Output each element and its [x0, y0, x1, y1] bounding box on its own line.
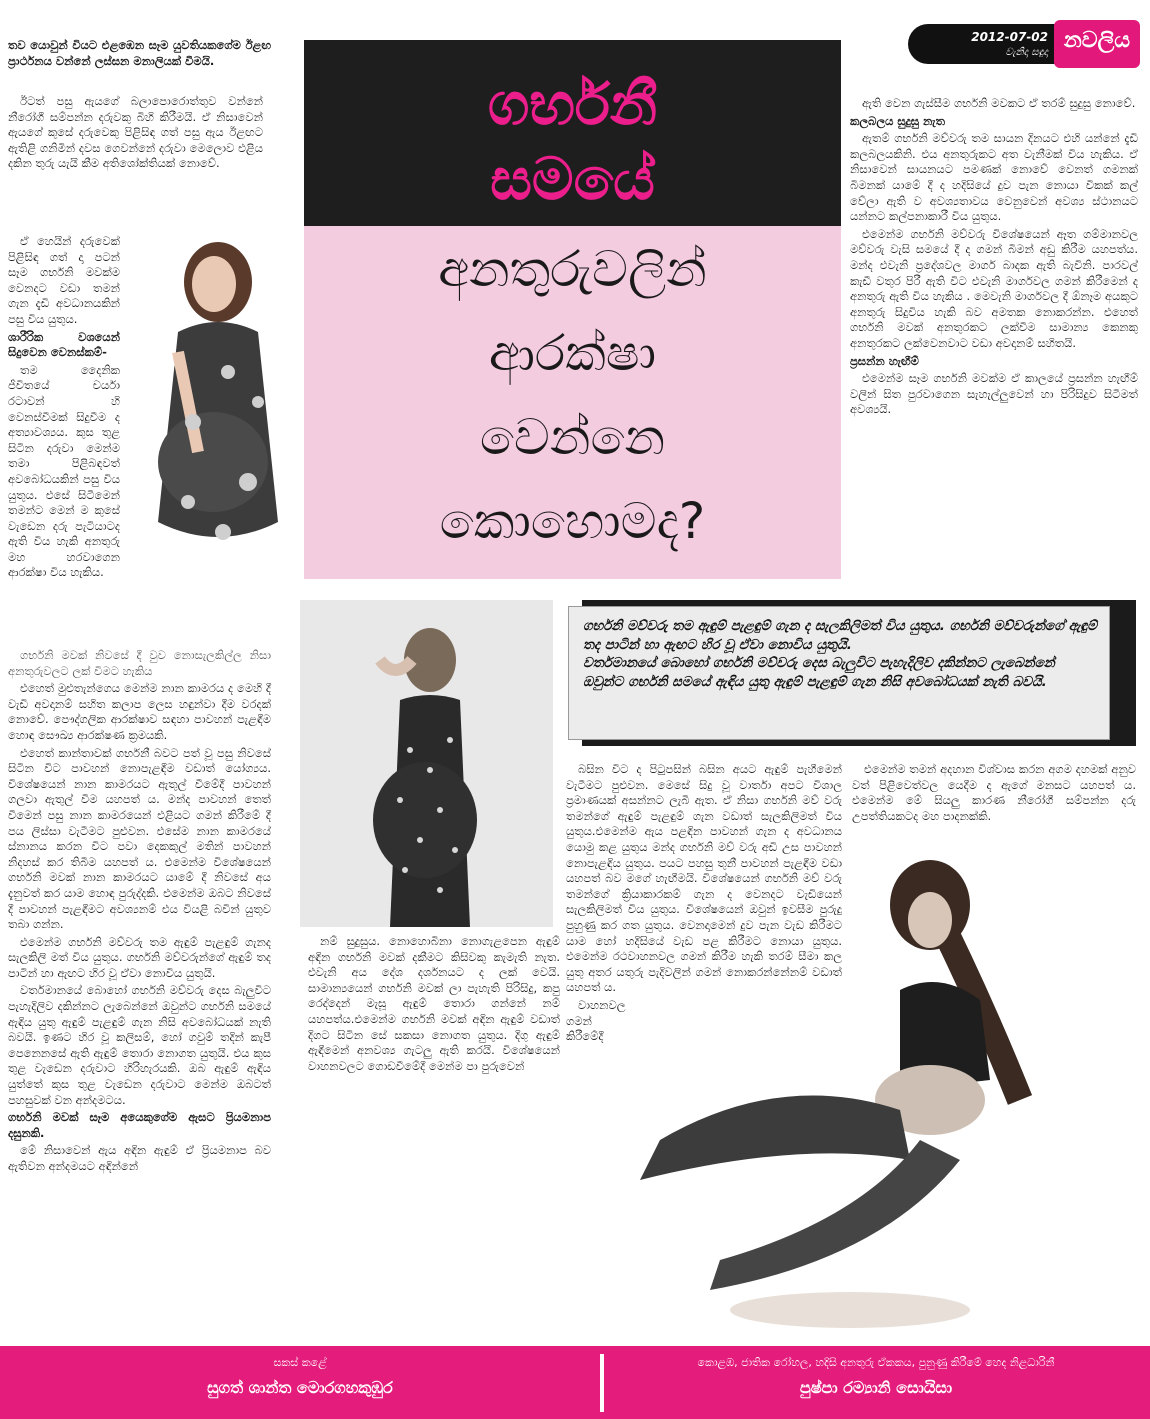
brand-name: නවලිය: [1063, 28, 1131, 53]
expert-credentials: කොළඹ, ජාතික රෝහල, හදිසි අනතුරු ඒකකය, පුනුණු කිරීමේ හෙද නිළධාරිනී: [697, 1356, 1055, 1369]
article-column-1-intro: [8, 38, 271, 71]
subheading: කලබලය සුදුසු නැත: [850, 113, 945, 128]
pull-quote-box: [568, 600, 1136, 746]
headline-line-3: අනතුරුවලින්: [438, 240, 707, 298]
pull-quote-paragraph: වර්තමානයේ බොහෝ ගර්භනි මව්වරු දෙස බැලුවිට පැහැදිලිව දකින්නට ලැබෙන්නේ ඔවුන්ට ගර්භනි සමයේ ඇඳිය යුතු ඇඳුම් පැළඳුම් ගැන නිසි අවබෝධයක් නැති බවයි.: [583, 655, 1055, 690]
intro-paragraph: තව යොවුන් වියට එළඹෙන සෑම යුවතියකගේම ඊළඟ ප්‍රාර්ථනය වන්නේ ලස්සන මනාලියක් වීමයි.: [8, 38, 271, 68]
paragraph: ඒ හෙයින් දරුවෙක් පිළිසිඳ ගත් දා පටන් සෑම ගර්භනි මවක්ම වෙනදට වඩා තමන් ගැන දැඩි අවධානයකින් පසු විය යුතුය.: [8, 234, 120, 326]
paragraph: තම දෛනික ජීවිතයේ චර්යා රටාවන් හි වෙනස්වීමක් සිදුවීම ද අත්‍යාවශ්‍යය. කුස තුළ සිටින දරුවා මෙන්ම තමා පිළිබඳවත් අවබෝධයකින් පසු විය යුතුය. එසේ සිටීමෙන් තමන්ට මෙන් ම කුසේ වැඩෙන දරු පැටියාටද ඇති විය හැකි අනතුරු මහ හරවාගෙන ආරක්ෂා විය හැකිය.: [8, 362, 120, 580]
article-column-middle-right: [852, 762, 1136, 826]
subheading: ගර්භනි මවක් සෑම අයෙකුගේම ඇසට ප්‍රියමනාප දසුනකි.: [8, 1110, 271, 1140]
pull-quote-text: [583, 617, 1097, 691]
paragraph: එමෙන්ම ගර්භනි මව්වරු තම ඇඳුම් පැළඳුම් ගැනද සැලකිලි මත් විය යුතුය. ගර්භනි මව්වරුන්ගේ ඇඳුම් තද පාටින් හා ඇඟට හිර වූ ඒවා නොවිය යුතුයි.: [8, 934, 271, 980]
headline-bottom-block: [304, 226, 841, 579]
byline-footer: [0, 1346, 1150, 1419]
article-column-lower: [308, 934, 560, 1076]
headline-line-6: කොහොමද?: [439, 492, 706, 550]
paragraph: එමෙන්ම ගර්භනි මව්වරු විශේෂයෙන් ඈත ගම්මානවල මව්වරු වැසි සමයේ දී ද ගමන් බිමන් අඩු කිරීම යහපත්ය. මන්ද එවැනි ප්‍රදේශවල මාර්ග බාදක ඇති බැවිනි. පාරවල් කැඩී වතුර පිරී ඇති විට එවැනි මාර්ගවල ගමන් කිරීමෙන් ද අනතුරු ඇති විය හැකිය . මෙවැනි මාර්ගවල දී ඕනෑම අයකුට අනතුරු සිදුවිය හැකි බව අමතක නොකරන්න. එහෙත් ගර්භනි මවක් අනතුරකට ලක්වීම සාමාන්‍ය කෙනකු අනතුරකට ලක්වෙනවාට වඩා අවදානම් සහිතයි.: [850, 226, 1138, 350]
author-name: සුගත් ශාන්ත මොරගහකුඹුර: [207, 1378, 393, 1397]
paragraph: වර්තමානයේ බොහෝ ගර්භනි මව්වරු දෙස බැලුවිට පැහැදිලිව දකින්නට ලැබෙන්නේ ඔවුන්ට ගර්භනි සමයේ ඇඳිය යුතු ඇඳුම් පැළඳුම් ගැන නිසි අවබෝධයක් නැති බවයි. ඉණට හිර වූ කලිසම්, හෝ ගවුම් තදින් කැපී පෙනෙනසේ ඇති ඇඳුම් තොරා නොගත යුතුයි. එය කුස තුළ වැඩෙන දරුවාට හිරිහැරයකි. ඔබ ඇඳුම් ඇඳිය යුත්තේ කුස තුළ වැඩෙන දරුවාට මෙන්ම ඔබටත් පහසුවක් වන අන්දමටය.: [8, 983, 271, 1107]
headline-line-4: ආරක්ෂා: [488, 324, 657, 382]
article-column-1-lower: [8, 648, 271, 1177]
photo-smiling-pregnant-woman: [118, 222, 302, 602]
pull-quote-paragraph: ගර්භනි මව්වරු තම ඇඳුම් පැළඳුම් ගැන ද සැලකිලිමත් විය යුතුය. ගර්භනි මව්වරුන්ගේ ඇඳුම් තද පාටින් හා ඇඟට හිර වූ ඒවා නොවිය යුතුයි.: [583, 618, 1097, 653]
article-column-1-body: [8, 94, 263, 174]
headline-line-5: වෙන්නෙ: [479, 408, 666, 466]
paragraph: මේ නිසාවෙන් ඇය අඳින ඇඳුම් ඒ ප්‍රියමනාප බව ඇතිවන අන්දමයට අඳින්නේ: [8, 1143, 271, 1173]
paragraph: වාහනවල ගමන් කිරීමේදී: [566, 997, 626, 1044]
expert-name: පුෂ්පා රම්‍යානි සොයිසා: [799, 1378, 953, 1397]
headline-line-2: සමයේ: [490, 145, 655, 213]
photo-illustration: [118, 222, 302, 602]
prepared-by-label: සකස් කළේ: [273, 1356, 327, 1369]
paragraph: ඇතම් ගර්භනි මව්වරු තම සායන දිනයට එහි යන්නේ දැඩි කලබලයකිනි. එය අනතුරුකට අත වැනීමක් විය හැකිය. ඒ නිසාවෙන් සායනයට පමණක් නොවේ වෙනත් ගමනක් බිමනක් යාමේ දී ද හදිසියේ දුව පැන නොයා විකක් කල් වේලා ඇති ව අවශ්‍යතාවය වෙනුවෙන් අවශ්‍ය ස්ථානයට යන්නට කල්පනාකාරී විය යුතුය.: [850, 131, 1138, 224]
paragraph: එහෙත් කාන්තාවක් ගර්භනී බවට පත් වූ පසු නිවසේ සිටින විට පාවහන් නොපැළඳීම වඩාත් යෝග්‍යය. විශේෂයෙන් නාන කාමරයට ඇතුල් වීමේදී පාවහන් ගලවා ඇතුල් වීම යහපත් ය. මන්ද පාවහන් තෙත් වීමෙන් පසු නාන කාමරයෙන් එළියට ගමන් කිරීමේ දී පය ලිස්සා වැටීමට පුළුවන. එසේම නාන කාමරයේ ස්නානය කරන විට පවා දෙකකුල් මතින් පාවහන් නිදහස් කර තිබීම යහපත් ය. එමෙන්ම විශේෂයෙන් ගර්භනි මවක් නාන කාමරයට යාමේ දී නිවසේ අය දැනුවත් කර යාම හොඳ පුරුද්දකි. එමෙන්ම ඔබට නිවසේ දී පාවහන් පැළඳීමට අවශ්‍යනම් එය වියළි බවින් යුතුව තබා ගන්න.: [8, 745, 271, 932]
footer-divider: [600, 1354, 604, 1412]
masthead: [908, 20, 1140, 66]
headline-line-1: ගර්භනී: [487, 70, 658, 138]
article-column-right: [850, 96, 1138, 420]
issue-date: 2012-07-02: [971, 30, 1048, 44]
paragraph: එමෙන්ම තමන් අදහාන විශ්වාස කරන අගම දහමක් අනුව වත් පිළිවෙත්වල යෙදීම ද ඇගේ මනසට යහපත් ය. එමෙන්ම මේ සියලු කාරණ නීරෝගී සම්පන්න දරු උපත්තියකටද මහ පාදනක්කි.: [852, 762, 1136, 823]
paragraph: ඊටත් පසු ඇයගේ බලාපොරොත්තුව වන්නේ නීරෝගී සම්පන්න දරුවකු බිහි කිරීමයි. ඒ නිසාවෙන් ඇයගේ කුසේ දරුවෙකු පිළිසිඳ ගත් පසු ඇය ඊළඟට ඇතිළි ගනිමින් දවස ගෙවන්නේ දරුවා මෙලොව එළිය දකින තුරු යැයි කීම අතිශෝක්තියක් නොවේ.: [8, 94, 263, 171]
pull-quote-panel: [568, 606, 1110, 740]
headline-top-block: [304, 40, 841, 226]
article-column-middle: [566, 762, 842, 1047]
subheading: ප්‍රසන්න හැඟීම්: [850, 353, 919, 368]
photo-illustration: [300, 600, 553, 927]
paragraph: නම් සුදුසුය. නොහොබිනා නොගැළපෙන ඇඳුම් අඳින ගර්භනි මවක් දකීමට කිසිවකු කැමැති නැත. එවැනි අය දේශ දර්ශනයට ද ලක් වෙයි. සාමාන්‍යයෙන් ගර්භනි මවක් ලා පැහැති පිරිසිදු, කපු රෙද්දෙන් මැසූ ඇඳුම් තොරා ගන්නේ නම් යහපත්ය.එමෙන්ම ගර්භනි මවක් අඳින ඇඳුම් වඩාත් දිගට සිටින සේ සකසා නොගත යුතුය. දිගු ඇඳුම් ඇඳීමෙන් අනවශ්‍ය ගැටලු ඇති කරයි. විශේෂයෙන් වාහනවලට ගොඩවීමේදී මෙන්ම පා පුරුවෙන්: [308, 934, 560, 1073]
date-badge: [908, 24, 1056, 64]
paragraph: එමෙන්ම සෑම ගර්භනි මවක්ම ඒ කාලයේ ප්‍රසන්න හැඟීම් වලින් සිත පුරවාගෙන සැහැල්ලුවෙන් හා පිරිසිදුව සිටීමත් අවශ්‍යයි.: [850, 371, 1138, 417]
paragraph: එහෙත් මුළුතැන්ගෙය මෙන්ම නාන කාමරය ද මෙහි දී වැඩි අවදානම් සහිත කලාප ලෙස හඳුන්වා දීම වරදක් නොවේ. පෞද්ගලික ආරක්ෂාව සඳහා පාවහන් පැළඳීම හොඳ සෞඛ්‍ය ආරක්ෂණ ක්‍රමයකි.: [8, 681, 271, 742]
issue-day: වැනිදා සඳුදා: [1005, 47, 1048, 58]
paragraph: ඇති වෙන ගැස්සීම ගර්භනි මවකට ඒ තරම් සුදුසු නොවේ.: [862, 96, 1136, 110]
brand-logo: [1054, 20, 1140, 68]
paragraph: බසින විට ද පිටුපසින් බසින අයට ඇඳුම් පැහීමෙන් වැටීමට පුළුවන. මෙසේ සිදු වූ වාර්තා අපට විශාල ප්‍රමාණයක් අසන්නට ලැබී ඇත. ඒ නිසා ගර්භනි මව් වරු තමන්ගේ ඇඳුම් පැළඳුම් ගැන වඩාත් සැලකිලිමත් විය යුතුය.එමෙන්ම ඇය පළඳින පාවහන් ගැන ද අවධානය යොමු කළ යුතුය මන්ද ගර්භනි මව් වරු අඩි උස පාවහන් නොපැළඳිය යුතුය. පයට පහසු තුනී පාවහන් පැළඳීම වඩා යහපත් බව මගේ හැඟීමයි. විශේෂයෙන් ගර්භනි මව් වරු තමන්ගේ ක්‍රියාකාරකම් ගැන ද වෙනදට වැඩියෙන් සැලකිලිමත් විය යුතුය. විශේෂයෙන් ඔවුන් ඉවසීම පුරුදු පුහුණු කර ගත යුතුය. වෙනදාමෙන් දුව පැන වැඩ කිරීමට යාම හෝ හදිසියේ වැඩ පළ කිරීමට නොයා යුතුය. එමෙන්ම රථවාහනවල ගමන් කිරීම හැකි තරම් සීමා කල යුතු අතර යතුරු පැදිවලින් ගමන් නොකරන්නේනම් වඩාත් යහපත් ය.: [566, 762, 842, 995]
article-column-1-wrap: [8, 234, 120, 583]
photo-pregnant-woman-standing: [300, 600, 553, 927]
paragraph: ගර්භනි මවක් නිවසේ දී වුව නොසැලකිල්ල නිසා අනතුරුවලට ලක් විමට හැකිය: [8, 648, 271, 678]
subheading: ශාරීරික වශයෙන් සිදුවෙන වෙනස්කම්-: [8, 329, 120, 360]
